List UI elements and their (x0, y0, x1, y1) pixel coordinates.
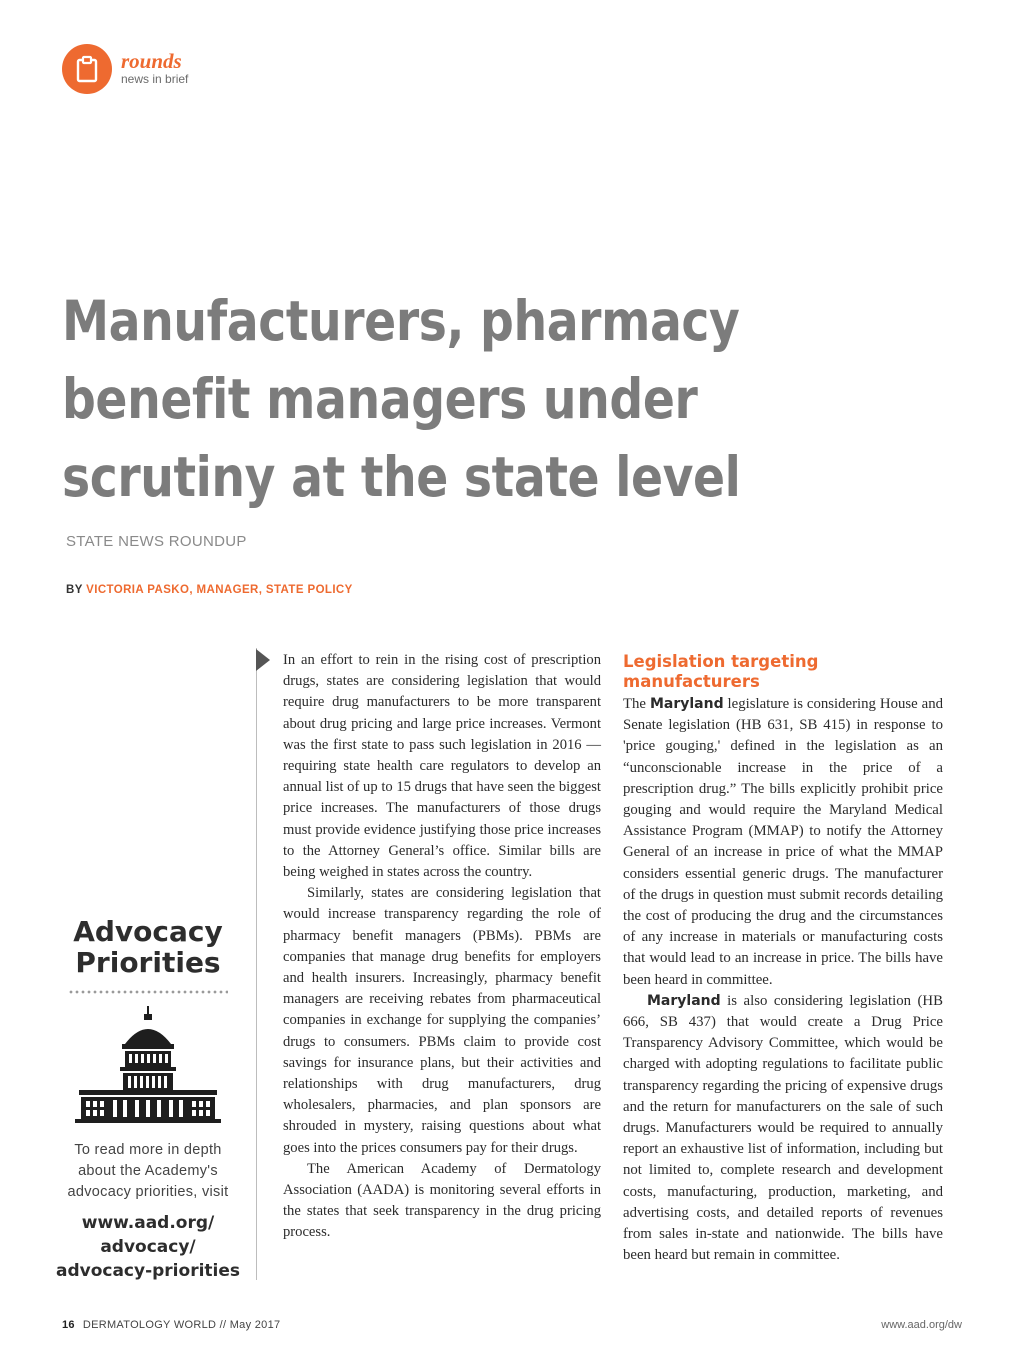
start-arrow-icon (256, 649, 270, 671)
link-line2[interactable]: advocacy/ (100, 1237, 196, 1257)
advocacy-sidebar (54, 916, 242, 1283)
advocacy-priorities-link[interactable] (54, 1211, 242, 1283)
dotted-divider (68, 990, 228, 994)
section-heading: Legislation targeting manufacturers (623, 652, 819, 691)
text-run: is also considering legislation (HB 666, SB 437) that would create a Drug Price Transparency Advisory Committee, which would be charged with adopting regulations to facilitate public transparency regarding the pricing of expensive drugs and the return for manufacturers on the sale of such drugs. Manufacturers would be required to annually report an exhaustive list of information, including but not limited to, complete research and development costs, manufacturing, production, marketing, and advertising costs, and detailed reports of revenues from sales in-state and nationwide. The bills have been heard but remain in committee. (623, 992, 943, 1264)
article-headline: Manufacturers, pharmacy benefit managers under scrutiny at the state level (62, 289, 741, 509)
sidebar-title (54, 916, 242, 978)
link-line3[interactable]: advocacy-priorities (55, 1261, 241, 1281)
article-column-1 (283, 650, 601, 1244)
section-subtitle: news in brief (121, 72, 189, 86)
byline-author: VICTORIA PASKO, MANAGER, STATE POLICY (86, 584, 353, 596)
sidebar-text: To read more in depth about the Academy's advocacy priorities, visit (67, 1142, 229, 1200)
clipboard-icon (75, 55, 99, 83)
sidebar-title-line1: Advocacy (73, 915, 223, 948)
column-divider (256, 648, 257, 1280)
state-name: Maryland (647, 992, 721, 1009)
text-run: The (623, 696, 650, 712)
rounds-badge (62, 44, 112, 94)
page-number: 16 (62, 1319, 75, 1331)
paragraph (623, 694, 943, 991)
text-run: legislature is considering House and Senate legislation (HB 631, SB 415) in response to 'price gouging,' defined in the legislation as an “unconscionable increase in the price of a prescription drug.” The bills explicitly prohibit price gouging and would require the Maryland Medical Assistance Program (MMAP) to notify the Attorney General of an increase in price of what the MMAP considers essential generic drugs. The manufacturer of the drugs in question must submit records detailing the cost of producing the drug and the circumstances of any increase in materials or manufacturing costs that would lead to an increase in price. The bills have been heard in committee. (623, 696, 943, 988)
article-column-2 (623, 652, 943, 1266)
sidebar-title-line2: Priorities (75, 946, 221, 979)
footer-publication (62, 1319, 280, 1331)
article-kicker: STATE NEWS ROUNDUP (66, 533, 247, 550)
paragraph: Similarly, states are considering legislation that would increase transparency regarding the role of pharmacy benefit managers (PBMs). PBMs are companies that manage drug benefits for employers and health insurers. Increasingly, pharmacy benefit managers are receiving rebates from pharmaceutical companies in exchange for supplying the companies’ drugs to consumers. PBMs claim to provide cost savings for insurance plans, but their activities and relationships with drug manufacturers, drug wholesalers, pharmacies, and plan sponsors are shrouded in mystery, raising questions about what goes into the prices consumers pay for their drugs. (283, 885, 601, 1156)
byline-prefix: BY (66, 584, 87, 596)
footer-url[interactable]: www.aad.org/dw (881, 1319, 962, 1331)
capitol-building-icon (73, 1004, 223, 1124)
link-line1[interactable]: www.aad.org/ (81, 1213, 215, 1233)
paragraph (623, 991, 943, 1267)
section-brand: rounds (121, 49, 182, 73)
state-name: Maryland (649, 696, 724, 712)
paragraph: The American Academy of Dermatology Association (AADA) is monitoring several efforts in the states that seek transparency in the drug pricing process. (283, 1160, 601, 1241)
paragraph: In an effort to rein in the rising cost of prescription drugs, states are considering legislation that would require drug manufacturers to be more transparent about drug pricing and large price increases. Vermont was the first state to pass such legislation in 2016 — requiring state health care regulators to develop an annual list of up to 15 drugs that have seen the biggest price increases. The manufacturers of those drugs must provide evidence justifying those price increases to the Attorney General’s office. Similar bills are being weighed in states across the country. (283, 652, 601, 881)
publication-name: DERMATOLOGY WORLD // May 2017 (82, 1319, 281, 1331)
article-byline (66, 584, 353, 596)
